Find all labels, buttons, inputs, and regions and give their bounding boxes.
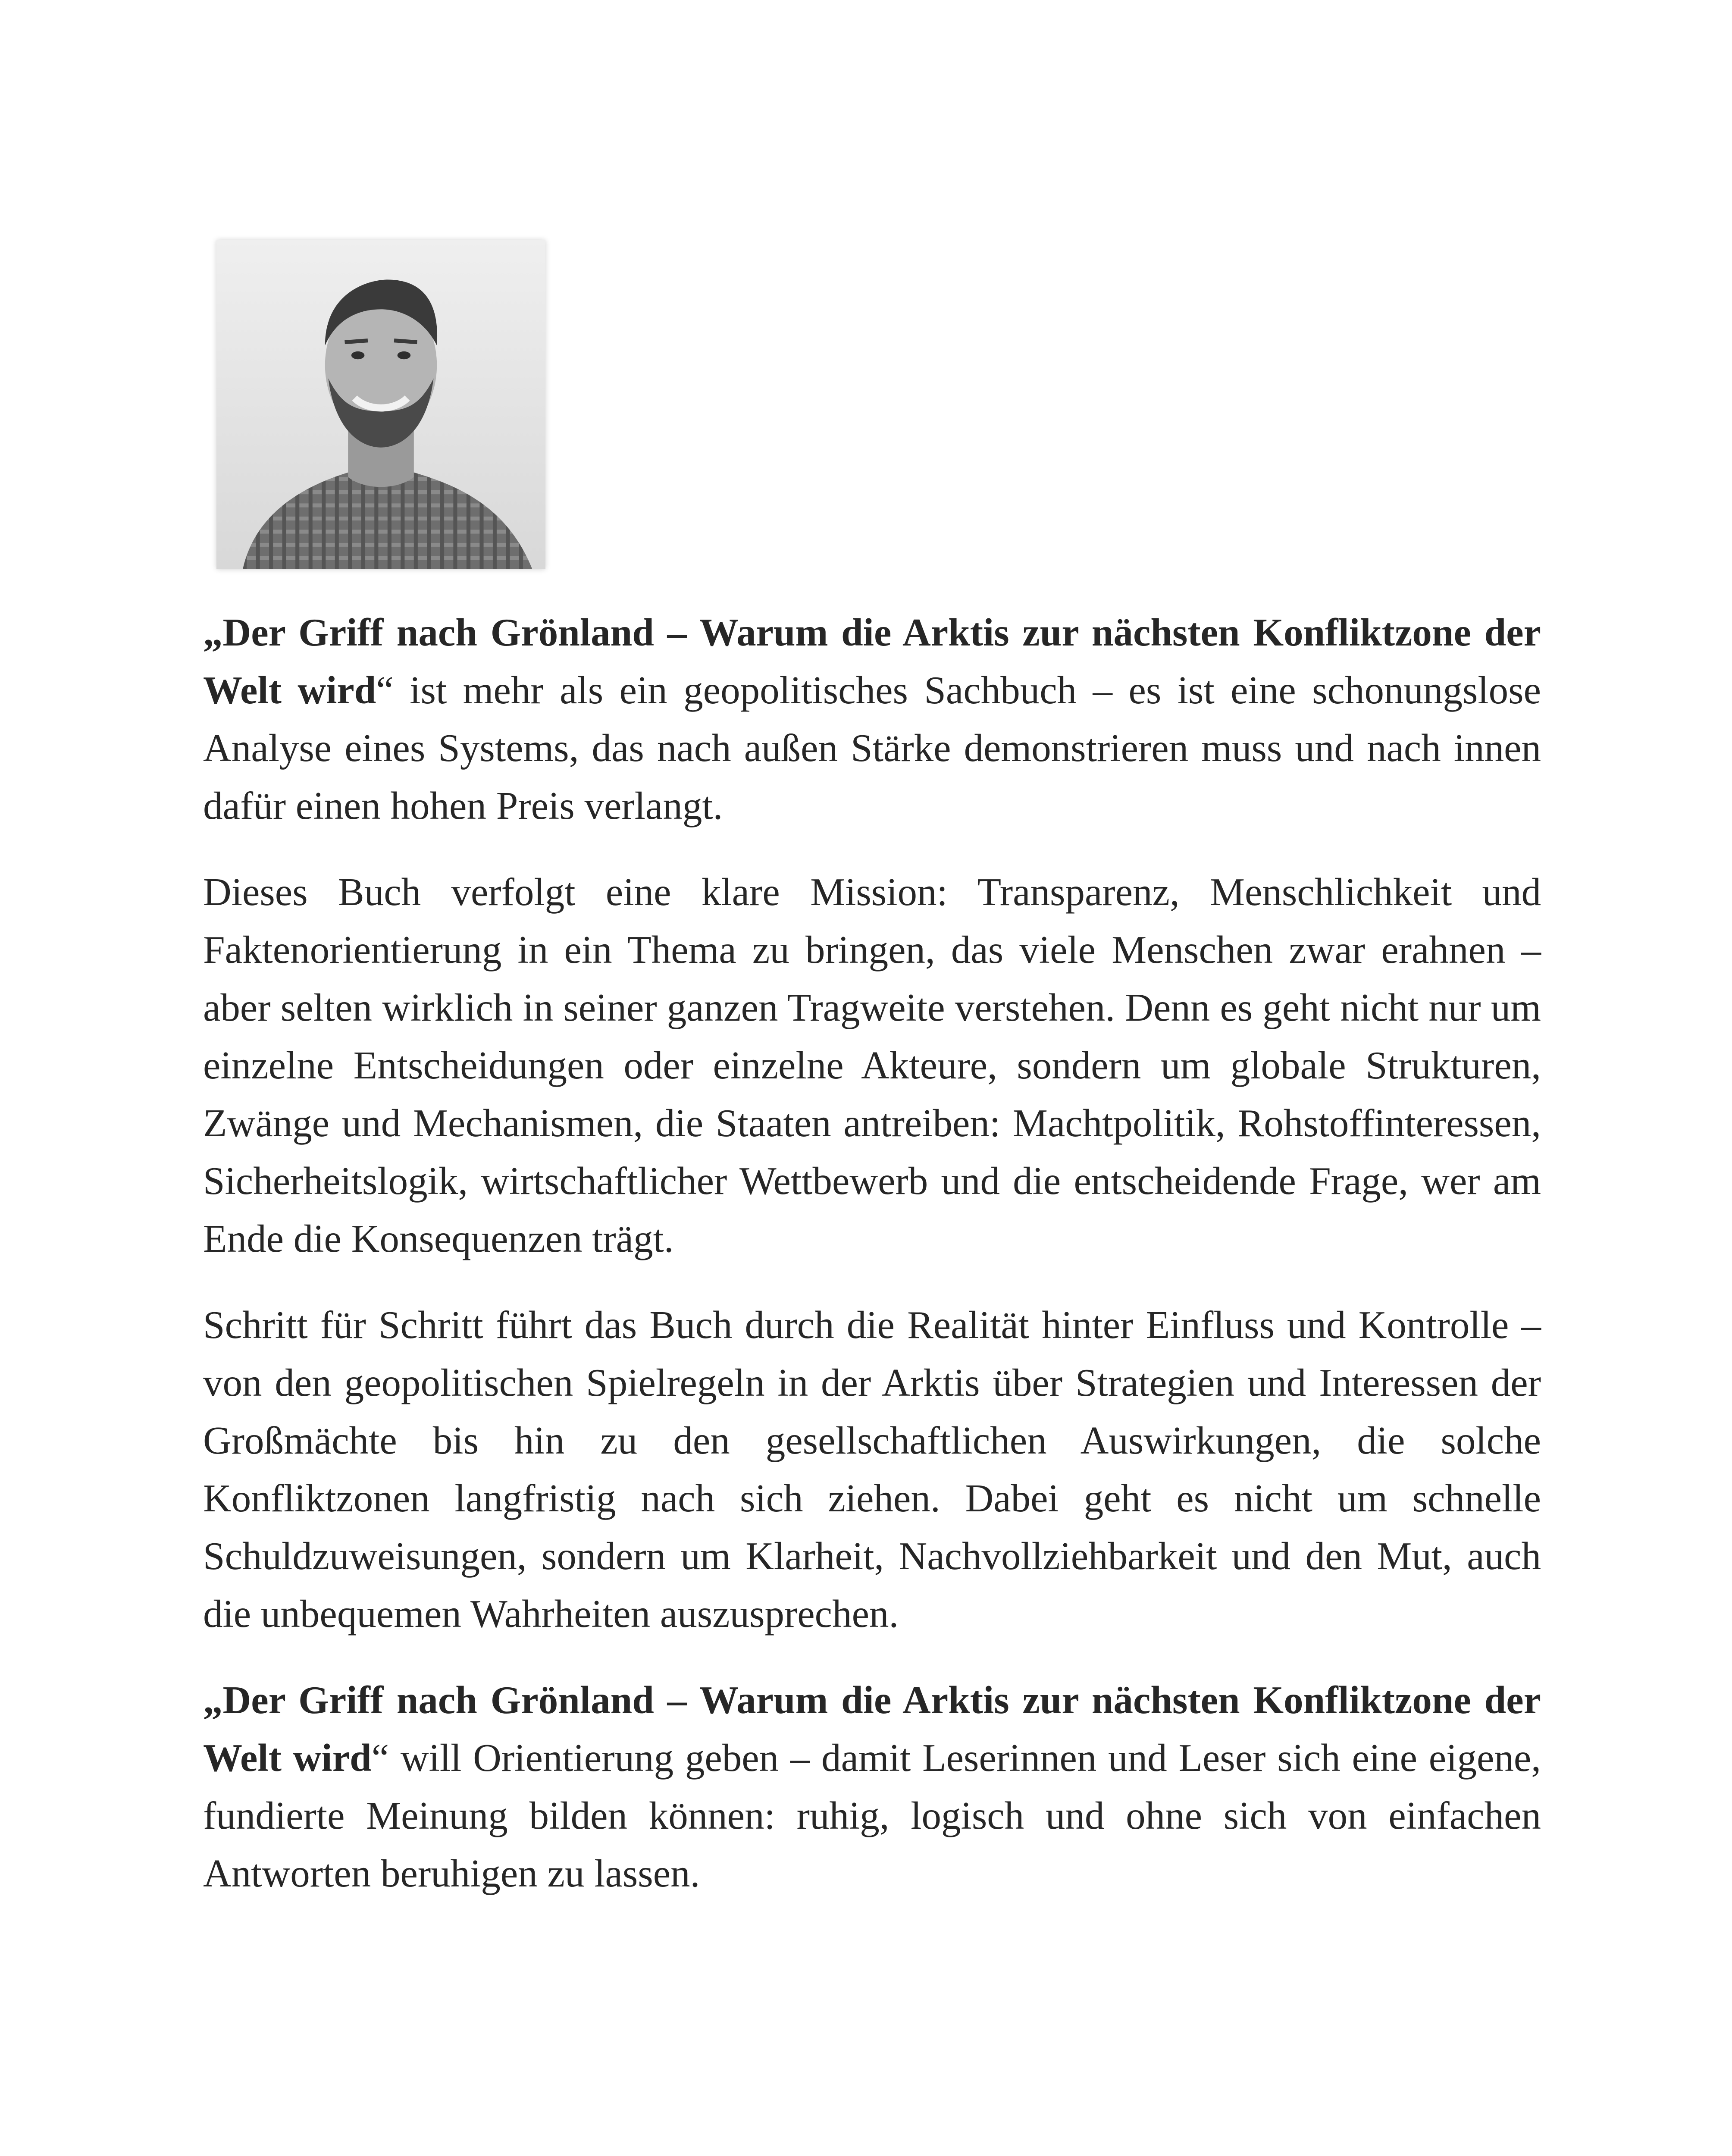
paragraph-intro-text: “ ist mehr als ein geopolitisches Sachbuch – es ist eine schonungslose Analyse eines Systems, das nach außen Stärke demonstrieren muss und nach innen dafür einen hohen Preis verlangt. [203,668,1541,827]
paragraph-mission: Dieses Buch verfolgt eine klare Mission: Transparenz, Menschlichkeit und Faktenorientierung in ein Thema zu bringen, das viele Menschen zwar erahnen – aber selten wirklich in seiner ganzen Tragweite verstehen. Denn es geht nicht nur um einzelne Entscheidungen oder einzelne Akteure, sondern um globale Strukturen, Zwänge und Mechanismen, die Staaten antreiben: Machtpolitik, Rohstoffinteressen, Sicherheitslogik, wirtschaftlicher Wettbewerb und die entscheidende Frage, wer am Ende die Konsequenzen trägt. [203,870,1541,1260]
book-title-bold: „Der Griff nach Grönland – Warum die Arktis zur nächsten Konfliktzone der Welt wird [203,611,1541,712]
author-photo [216,240,545,569]
paragraph-steps: Schritt für Schritt führt das Buch durch die Realität hinter Einfluss und Kontrolle – von den geopolitischen Spielregeln in der Arktis über Strategien und Interessen der Großmächte bis hin zu den gesellschaftlichen Auswirkungen, die solche Konfliktzonen langfristig nach sich ziehen. Dabei geht es nicht um schnelle Schuldzuweisungen, sondern um Klarheit, Nachvollziehbarkeit und den Mut, auch die unbequemen Wahrheiten auszusprechen. [203,1303,1541,1636]
person-portrait-icon [216,240,545,569]
paragraph-conclusion [203,1671,1541,1902]
book-title-bold: „Der Griff nach Grönland – Warum die Arktis zur nächsten Konfliktzone der Welt wird [203,1678,1541,1780]
book-description [203,604,1541,1931]
paragraph-conclusion-text: “ will Orientierung geben – damit Leserinnen und Leser sich eine eigene, fundierte Meinung bilden können: ruhig, logisch und ohne sich von einfachen Antworten beruhigen zu lassen. [203,1736,1541,1895]
paragraph-intro [203,604,1541,835]
